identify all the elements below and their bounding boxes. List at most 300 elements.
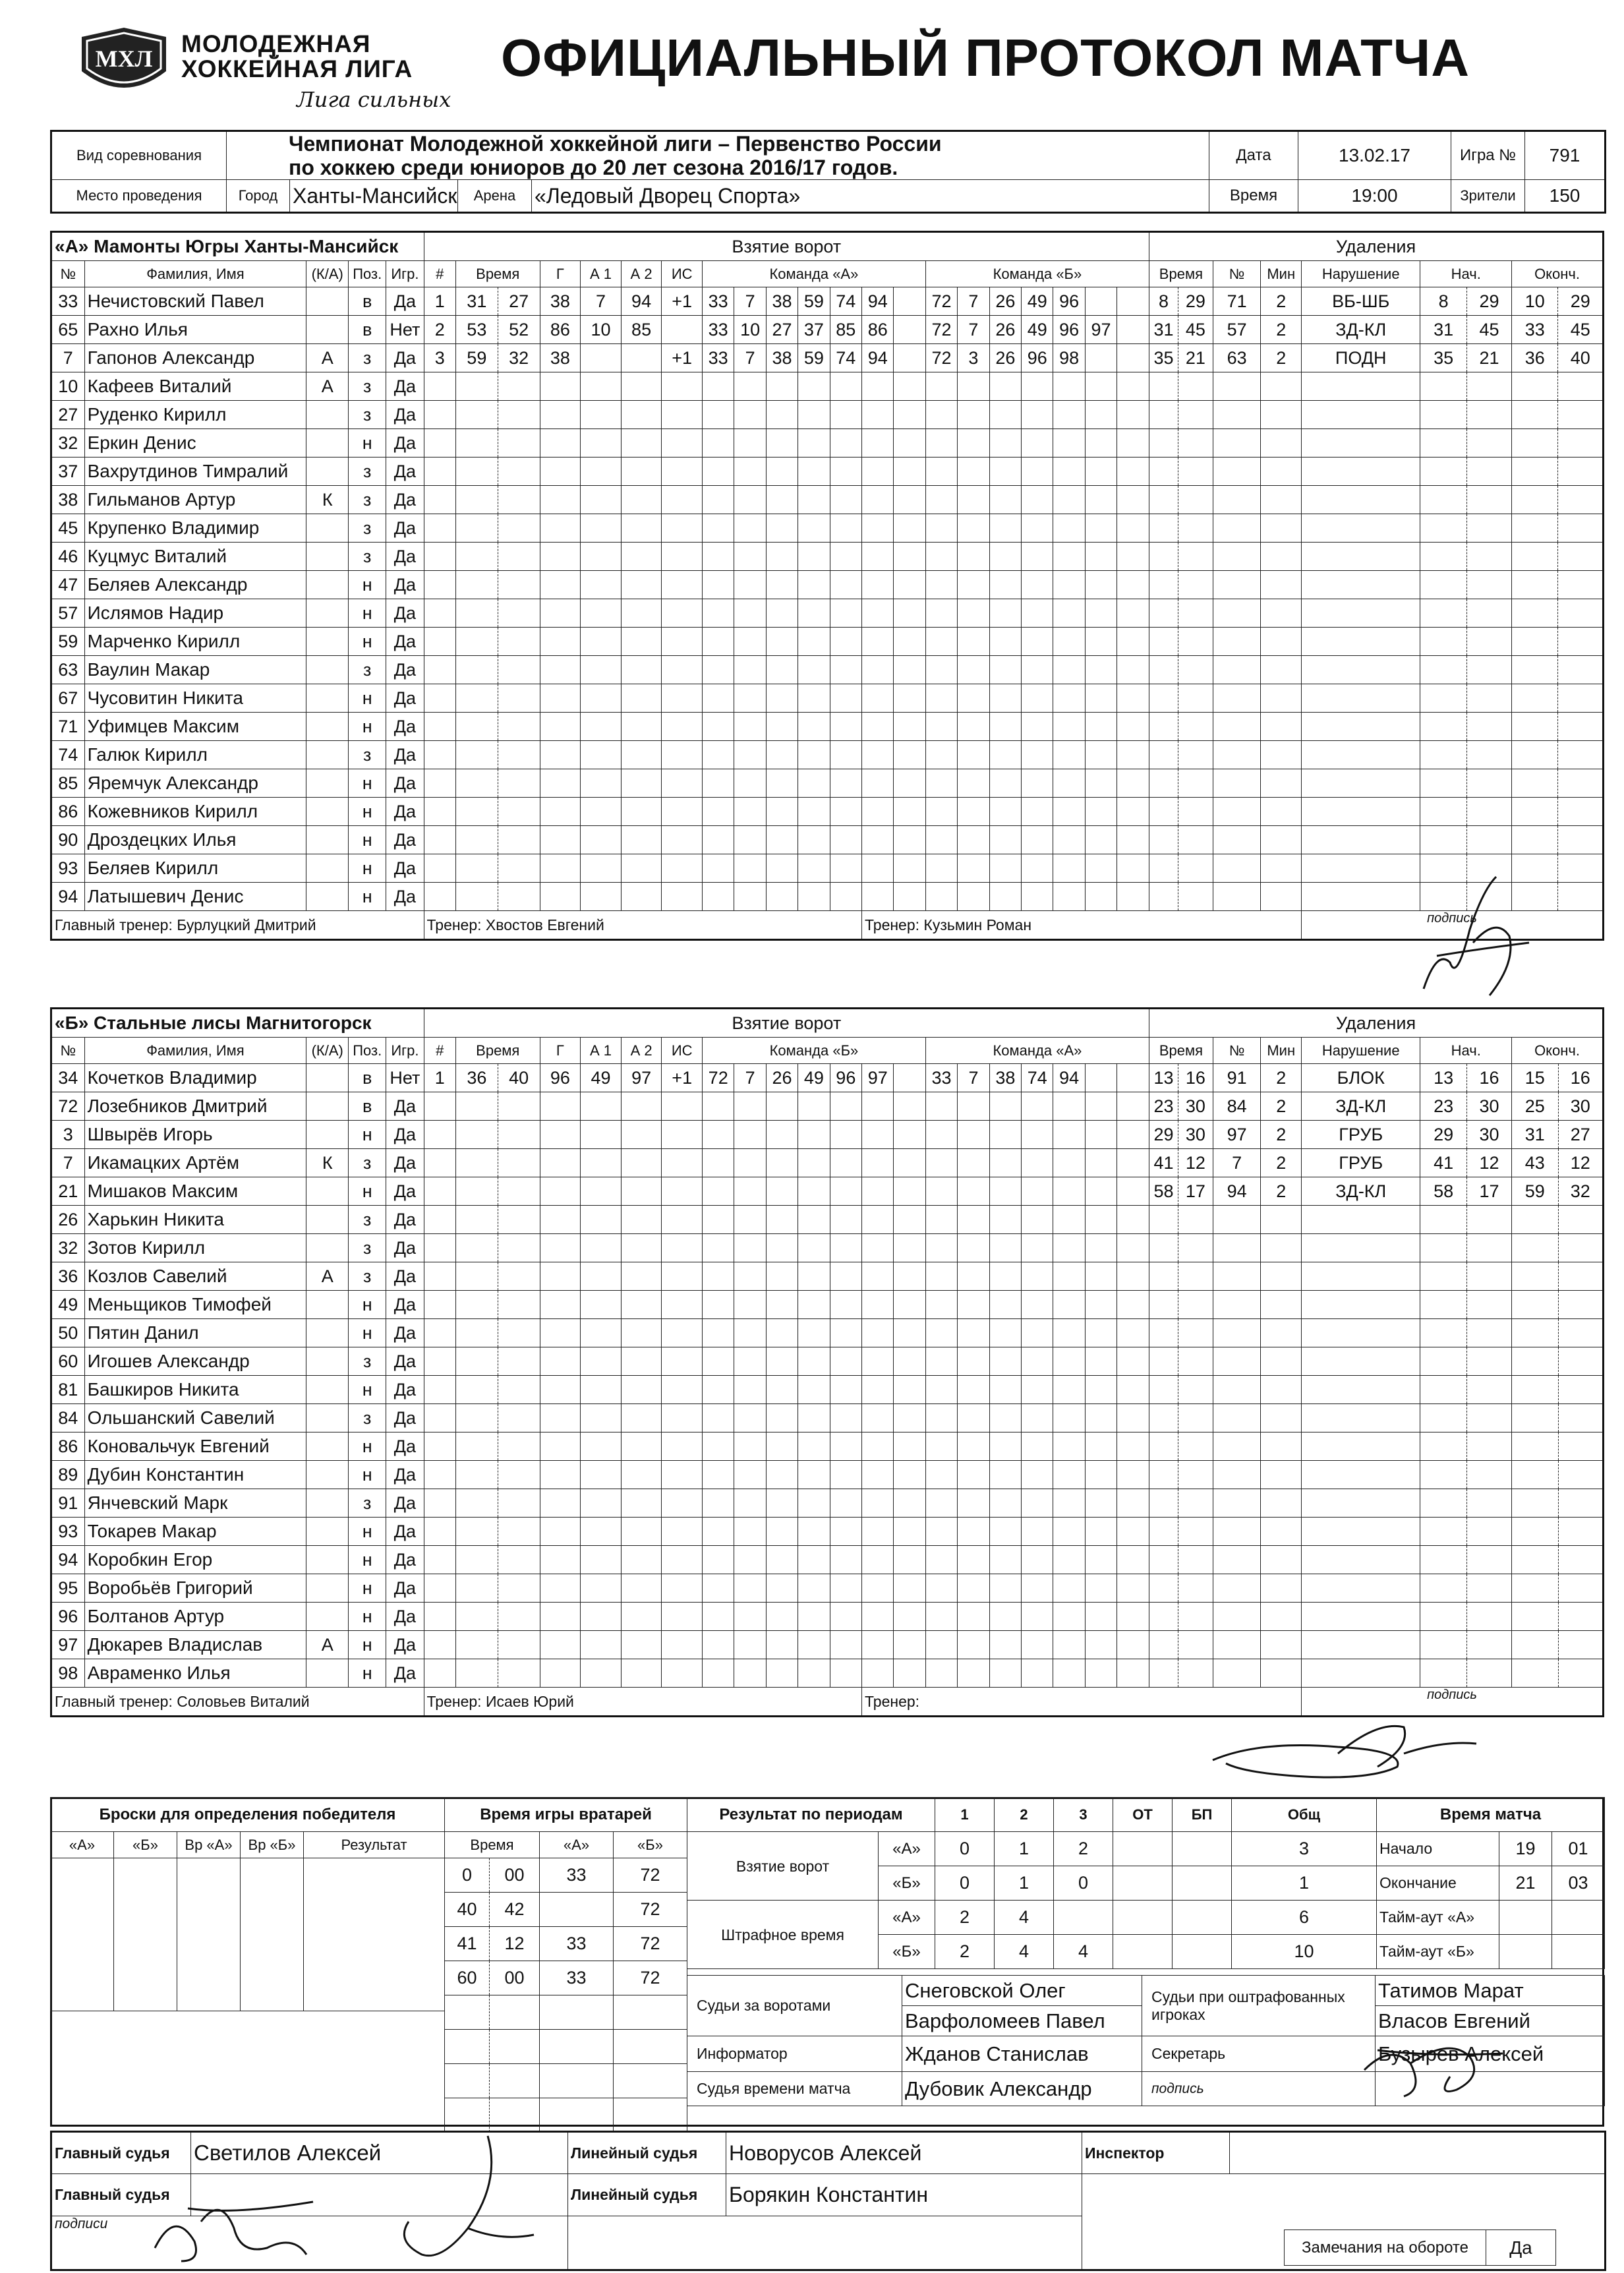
on-ice-player (798, 854, 830, 883)
penalty-violation (1302, 1404, 1420, 1432)
coach-2-label: Тренер: (865, 916, 920, 933)
on-ice-player (702, 486, 734, 514)
goal-time-min (455, 1177, 498, 1206)
on-ice-player (703, 1603, 734, 1631)
on-ice-player (1022, 571, 1053, 599)
on-ice-player (1022, 798, 1053, 826)
on-ice-player (830, 401, 861, 429)
remarks-label: Замечания на обороте (1285, 2230, 1486, 2266)
player-played: Да (386, 1659, 424, 1688)
goal-detail (662, 1319, 703, 1347)
penalty-time-sec (1178, 1432, 1213, 1461)
goal-detail (540, 486, 581, 514)
goal-number (424, 1092, 455, 1121)
on-ice-player (798, 1234, 830, 1262)
on-ice-player (1117, 1518, 1149, 1546)
player-number: 32 (51, 429, 85, 458)
own-on-ice-player (894, 287, 925, 316)
goal-detail (662, 1518, 703, 1546)
goal-detail (621, 769, 662, 798)
goal-detail (540, 1518, 581, 1546)
penalty-violation (1302, 429, 1420, 458)
goals-section-title: Взятие ворот (424, 1009, 1149, 1038)
goal-detail (540, 628, 581, 656)
on-ice-player (830, 1603, 861, 1631)
penalty-time-min (1149, 514, 1178, 543)
goal-detail (662, 372, 703, 401)
player-number: 47 (51, 571, 85, 599)
on-ice-player (1022, 599, 1053, 628)
on-ice-player (958, 571, 989, 599)
goal-number (424, 713, 455, 741)
penalty-player (1213, 1574, 1261, 1603)
opp-on-ice-player (1117, 344, 1149, 372)
penalty-start-sec (1466, 1432, 1511, 1461)
on-ice-player (894, 854, 925, 883)
goalie-empty-sec (490, 2064, 540, 2098)
goals-row-label: Взятие ворот (687, 1832, 879, 1901)
penalty-time-sec: 30 (1178, 1092, 1213, 1121)
goal-detail (581, 628, 622, 656)
on-ice-player (798, 1206, 830, 1234)
goal-assist-2: 94 (621, 287, 662, 316)
penalty-end-sec: 16 (1558, 1064, 1604, 1092)
penalty-start-min (1420, 1546, 1466, 1574)
penalty-end-sec (1558, 372, 1604, 401)
on-ice-player (1022, 684, 1053, 713)
penalty-minutes: 2 (1261, 1064, 1302, 1092)
own-on-ice-player: 94 (862, 287, 894, 316)
player-played: Да (386, 1404, 424, 1432)
on-ice-player (1085, 713, 1116, 741)
on-ice-player (862, 656, 894, 684)
on-ice-player (734, 1319, 766, 1347)
on-ice-player (1117, 514, 1149, 543)
on-ice-player (1085, 741, 1116, 769)
player-role (306, 543, 349, 571)
goal-assist-1 (581, 344, 622, 372)
match-end-label: Окончание (1377, 1866, 1499, 1901)
referee-label-1: Главный судья (51, 2132, 191, 2174)
penalty-minutes (1261, 1546, 1302, 1574)
penalty-player (1213, 1546, 1261, 1574)
goal-time-min: 59 (455, 344, 498, 372)
penalty-end-sec: 12 (1558, 1149, 1604, 1177)
match-end-hour: 21 (1499, 1866, 1552, 1901)
penalty-end-sec (1558, 1659, 1604, 1688)
period-value (1113, 1935, 1173, 1969)
on-ice-player (1117, 429, 1149, 458)
player-role (306, 713, 349, 741)
on-ice-player (734, 656, 766, 684)
penalty-end-sec (1558, 741, 1604, 769)
player-position: з (349, 543, 386, 571)
on-ice-player (894, 684, 925, 713)
player-number: 95 (51, 1574, 85, 1603)
penalty-judge-1: Татимов Марат (1376, 1976, 1605, 2006)
on-ice-player (1085, 1574, 1116, 1603)
own-on-ice-player (894, 1064, 925, 1092)
penalty-player: 71 (1213, 287, 1261, 316)
goal-detail (581, 1603, 622, 1631)
on-ice-player (1117, 372, 1149, 401)
penalty-minutes (1261, 1574, 1302, 1603)
on-ice-player (830, 628, 861, 656)
penalty-end-min (1512, 628, 1558, 656)
penalty-start-sec: 29 (1466, 287, 1511, 316)
on-ice-player (702, 429, 734, 458)
goal-detail (540, 1149, 581, 1177)
goal-number (424, 798, 455, 826)
goal-time-sec (498, 684, 540, 713)
goal-strength (662, 316, 703, 344)
on-ice-player (1085, 1262, 1116, 1291)
goal-time-sec (498, 769, 540, 798)
on-ice-player (989, 769, 1021, 798)
penalty-violation (1302, 769, 1420, 798)
penalty-end-sec (1558, 571, 1604, 599)
period-value (1113, 1866, 1173, 1901)
penalty-end-sec: 29 (1558, 287, 1604, 316)
on-ice-player (830, 826, 861, 854)
player-position: з (349, 1149, 386, 1177)
penalty-time-sec: 16 (1178, 1064, 1213, 1092)
on-ice-player (862, 1206, 894, 1234)
on-ice-player (894, 1262, 925, 1291)
penalty-violation (1302, 1291, 1420, 1319)
penalty-time-sec (1178, 571, 1213, 599)
penalty-start-sec (1466, 1376, 1511, 1404)
penalty-minutes (1261, 854, 1302, 883)
penalty-start-min (1420, 1206, 1466, 1234)
penalty-minutes: 2 (1261, 316, 1302, 344)
on-ice-player (1117, 826, 1149, 854)
on-ice-player (830, 1489, 861, 1518)
goal-time-min (455, 514, 498, 543)
period-value (1113, 1832, 1173, 1866)
penalty-violation (1302, 1262, 1420, 1291)
goal-detail (621, 1234, 662, 1262)
on-ice-player (734, 1262, 766, 1291)
period-col-so: БП (1173, 1798, 1232, 1832)
on-ice-player (1022, 1149, 1053, 1177)
penalty-time-sec (1178, 1319, 1213, 1347)
goalie-change-min: 60 (445, 1961, 490, 1995)
on-ice-player (1022, 1347, 1053, 1376)
penalty-violation (1302, 1659, 1420, 1688)
goal-detail (581, 741, 622, 769)
goal-detail (581, 1149, 622, 1177)
goal-detail (662, 1574, 703, 1603)
player-number: 86 (51, 798, 85, 826)
player-name: Гапонов Александр (84, 344, 306, 372)
goal-detail (662, 571, 703, 599)
on-ice-player (1022, 1574, 1053, 1603)
on-ice-player (734, 1149, 766, 1177)
on-ice-player (958, 741, 989, 769)
period-value (1113, 1901, 1173, 1935)
opp-on-ice-player (1117, 287, 1149, 316)
penalty-minutes (1261, 1489, 1302, 1518)
player-row (51, 458, 1604, 486)
goal-time-sec (498, 1432, 540, 1461)
penalty-player (1213, 854, 1261, 883)
date-label: Дата (1209, 131, 1298, 180)
on-ice-player (862, 1319, 894, 1347)
on-ice-player (989, 656, 1021, 684)
penalty-end-min (1512, 372, 1558, 401)
player-row (51, 429, 1604, 458)
penalty-violation: ПОДН (1302, 344, 1420, 372)
penalty-time-min (1149, 883, 1178, 911)
on-ice-player (894, 458, 925, 486)
penalty-time-sec (1178, 1404, 1213, 1432)
col-goal-scorer: Г (540, 1038, 581, 1064)
player-row (51, 1262, 1604, 1291)
penalty-time-sec (1178, 883, 1213, 911)
on-ice-player (894, 826, 925, 854)
goal-detail (621, 1376, 662, 1404)
player-played: Да (386, 684, 424, 713)
penalty-minutes (1261, 1291, 1302, 1319)
opp-on-ice-player: 26 (989, 344, 1021, 372)
penalty-time-min: 31 (1149, 316, 1178, 344)
on-ice-player (862, 713, 894, 741)
goal-detail (581, 599, 622, 628)
player-position: н (349, 826, 386, 854)
on-ice-player (958, 1546, 989, 1574)
col-pen-no: № (1213, 1038, 1261, 1064)
penalty-end-sec (1558, 1376, 1604, 1404)
penalty-start-min (1420, 429, 1466, 458)
opp-on-ice-player: 72 (925, 287, 957, 316)
own-on-ice-player: 33 (702, 344, 734, 372)
goal-time-sec (498, 458, 540, 486)
player-role (306, 571, 349, 599)
penalty-time-min (1149, 1489, 1178, 1518)
on-ice-player (925, 1631, 957, 1659)
player-number: 34 (51, 1064, 85, 1092)
goal-time-sec (498, 1177, 540, 1206)
goal-detail (662, 1092, 703, 1121)
on-ice-player (1053, 854, 1085, 883)
player-row (51, 713, 1604, 741)
on-ice-player (766, 543, 798, 571)
on-ice-player (703, 1404, 734, 1432)
on-ice-player (958, 798, 989, 826)
on-ice-player (862, 486, 894, 514)
penalty-end-min (1512, 599, 1558, 628)
penalty-start-sec (1466, 1234, 1511, 1262)
penalty-minutes (1261, 1319, 1302, 1347)
goal-detail (662, 1631, 703, 1659)
penalty-start-sec (1466, 401, 1511, 429)
on-ice-player (1053, 1631, 1085, 1659)
goalie-b: 72 (614, 1927, 687, 1961)
penalty-minutes: 2 (1261, 1177, 1302, 1206)
goal-detail (540, 599, 581, 628)
goal-time-min (455, 628, 498, 656)
player-name: Кочетков Владимир (84, 1064, 306, 1092)
player-role (306, 1432, 349, 1461)
opp-on-ice-player: 72 (925, 344, 957, 372)
goal-detail (621, 684, 662, 713)
on-ice-player (766, 1461, 798, 1489)
goalie-row (445, 1858, 687, 1893)
penalty-start-min (1420, 1319, 1466, 1347)
on-ice-player (894, 1121, 925, 1149)
on-ice-player (1085, 1347, 1116, 1376)
on-ice-player (894, 429, 925, 458)
on-ice-player (989, 1404, 1021, 1432)
penalty-player (1213, 1206, 1261, 1234)
goal-detail (662, 1347, 703, 1376)
col-assist1: А 1 (581, 1038, 622, 1064)
penalty-player: 63 (1213, 344, 1261, 372)
on-ice-player (958, 599, 989, 628)
penalty-start-sec (1466, 486, 1511, 514)
goal-strength: +1 (662, 287, 703, 316)
opp-on-ice-player (1117, 316, 1149, 344)
penalty-player (1213, 401, 1261, 429)
own-on-ice-player: 85 (830, 316, 861, 344)
goal-detail (621, 1262, 662, 1291)
goal-detail (540, 1461, 581, 1489)
goal-number (424, 1432, 455, 1461)
player-played: Да (386, 656, 424, 684)
on-ice-player (734, 741, 766, 769)
penalty-minutes (1261, 1234, 1302, 1262)
player-played: Да (386, 741, 424, 769)
own-on-ice-player: 74 (830, 287, 861, 316)
player-role (306, 769, 349, 798)
player-number: 50 (51, 1319, 85, 1347)
penalty-start-min (1420, 1432, 1466, 1461)
on-ice-player (830, 769, 861, 798)
on-ice-player (925, 1319, 957, 1347)
penalty-start-min (1420, 458, 1466, 486)
player-row (51, 1603, 1604, 1631)
goal-time-min (455, 372, 498, 401)
on-ice-player (862, 1347, 894, 1376)
on-ice-player (1117, 769, 1149, 798)
on-ice-player (925, 401, 957, 429)
on-ice-player (702, 826, 734, 854)
penalty-end-sec (1558, 1404, 1604, 1432)
penalty-violation (1302, 1376, 1420, 1404)
on-ice-player (1117, 486, 1149, 514)
player-position: з (349, 486, 386, 514)
penalty-start-sec (1466, 798, 1511, 826)
penalty-start-min (1420, 684, 1466, 713)
on-ice-player (862, 741, 894, 769)
goal-detail (662, 854, 703, 883)
on-ice-player (958, 684, 989, 713)
period-value: 2 (935, 1901, 995, 1935)
penalty-minutes (1261, 429, 1302, 458)
goal-detail (540, 826, 581, 854)
on-ice-player (894, 1489, 925, 1518)
own-on-ice-player (894, 316, 925, 344)
on-ice-player (702, 656, 734, 684)
on-ice-player (830, 1631, 861, 1659)
on-ice-player (894, 1659, 925, 1688)
goal-number (424, 1347, 455, 1376)
pim-row-label: Штрафное время (687, 1901, 879, 1969)
on-ice-player (1022, 1234, 1053, 1262)
period-value: 4 (995, 1901, 1054, 1935)
player-row (51, 1149, 1604, 1177)
penalty-time-min: 41 (1149, 1149, 1178, 1177)
penalty-start-sec (1466, 1489, 1511, 1518)
on-ice-player (958, 486, 989, 514)
penalty-end-min (1512, 571, 1558, 599)
shootout-title: Броски для определения победителя (51, 1798, 445, 1832)
on-ice-player (702, 684, 734, 713)
on-ice-player (734, 1347, 766, 1376)
penalty-time-sec (1178, 1234, 1213, 1262)
penalty-start-sec: 21 (1466, 344, 1511, 372)
own-on-ice-player: 86 (862, 316, 894, 344)
goal-detail (662, 1489, 703, 1518)
penalty-start-min (1420, 571, 1466, 599)
goal-detail (581, 1206, 622, 1234)
penalty-end-min (1512, 1432, 1558, 1461)
goal-time-sec (498, 514, 540, 543)
player-name: Швырёв Игорь (84, 1121, 306, 1149)
on-ice-player (989, 372, 1021, 401)
penalty-end-sec (1558, 1319, 1604, 1347)
penalty-violation (1302, 713, 1420, 741)
on-ice-player (734, 1291, 766, 1319)
penalty-time-sec (1178, 514, 1213, 543)
on-ice-player (958, 1631, 989, 1659)
on-ice-player (862, 1518, 894, 1546)
penalty-violation (1302, 1206, 1420, 1234)
on-ice-player (830, 571, 861, 599)
player-position: н (349, 628, 386, 656)
on-ice-player (925, 628, 957, 656)
coach-2-label: Тренер: (865, 1692, 920, 1710)
goal-time-min (455, 1659, 498, 1688)
on-ice-player (1053, 1347, 1085, 1376)
penalty-minutes: 2 (1261, 287, 1302, 316)
on-ice-player (989, 1149, 1021, 1177)
goal-time-sec (498, 1149, 540, 1177)
penalty-player (1213, 1518, 1261, 1546)
goal-time-sec: 40 (498, 1064, 540, 1092)
on-ice-player (766, 1376, 798, 1404)
goal-detail (662, 401, 703, 429)
own-on-ice-player: 33 (702, 287, 734, 316)
on-ice-player (989, 1603, 1021, 1631)
on-ice-player (1085, 1631, 1116, 1659)
penalty-end-min (1512, 1347, 1558, 1376)
penalty-start-sec (1466, 458, 1511, 486)
on-ice-player (958, 1574, 989, 1603)
penalty-start-sec (1466, 1518, 1511, 1546)
player-role: А (306, 372, 349, 401)
penalty-end-sec (1558, 543, 1604, 571)
player-row (51, 1206, 1604, 1234)
goal-time-min (455, 1518, 498, 1546)
linesman-2: Борякин Константин (726, 2174, 1082, 2216)
penalty-end-min (1512, 1461, 1558, 1489)
penalty-time-sec (1178, 1206, 1213, 1234)
player-number: 32 (51, 1234, 85, 1262)
on-ice-player (1117, 628, 1149, 656)
on-ice-player (798, 1546, 830, 1574)
